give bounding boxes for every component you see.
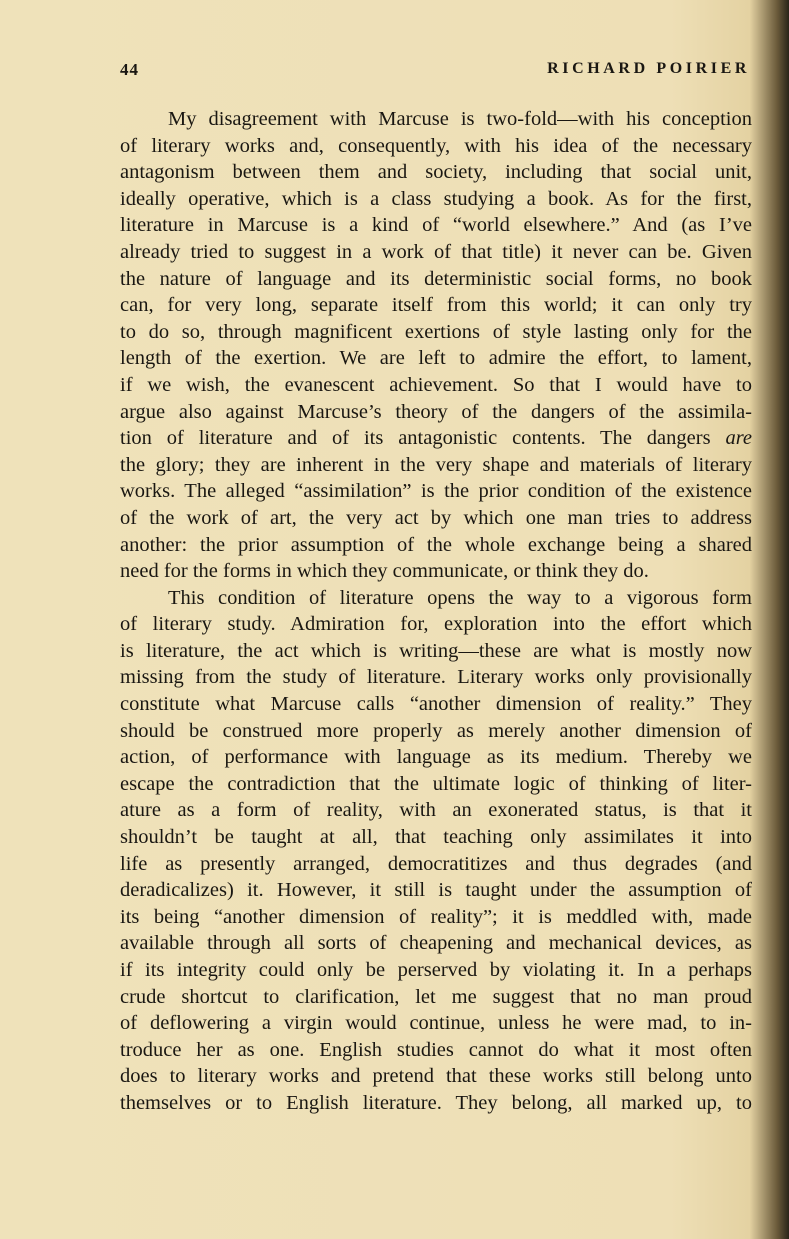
text-line: length of the exertion. We are left to admire the effort, to lament, bbox=[120, 347, 752, 370]
text-line: another: the prior assumption of the whole exchange being a shared bbox=[120, 533, 752, 556]
text-line: troduce her as one. English studies cannot do what it most often bbox=[120, 1038, 752, 1061]
text-line: action, of performance with language as its medium. Thereby we bbox=[120, 746, 752, 769]
text-line: crude shortcut to clarification, let me suggest that no man proud bbox=[120, 985, 752, 1008]
text-line: the nature of language and its deterministic social forms, no book bbox=[120, 267, 752, 290]
text-line: literature in Marcuse is a kind of “world elsewhere.” And (as I’ve bbox=[120, 214, 752, 237]
text-line: already tried to suggest in a work of that title) it never can be. Given bbox=[120, 240, 752, 263]
text-line: to do so, through magnificent exertions of style lasting only for the bbox=[120, 320, 752, 343]
text-line: ideally operative, which is a class studying a book. As for the first, bbox=[120, 187, 752, 210]
text-line: of literary works and, consequently, with his idea of the necessary bbox=[120, 134, 752, 157]
text-line: of deflowering a virgin would continue, unless he were mad, to in- bbox=[120, 1012, 752, 1035]
text-line: its being “another dimension of reality”; it is meddled with, made bbox=[120, 905, 752, 928]
text-line-with-italic bbox=[120, 425, 752, 452]
text-line: if its integrity could only be perserved by violating it. In a perhaps bbox=[120, 959, 752, 981]
body-text bbox=[120, 106, 752, 1117]
text-line: argue also against Marcuse’s theory of the dangers of the assimila- bbox=[120, 400, 752, 423]
text-line: of the work of art, the very act by which one man tries to address bbox=[120, 506, 752, 529]
text-line: can, for very long, separate itself from this world; it can only try bbox=[120, 294, 752, 317]
text-line: does to literary works and pretend that these works still belong unto bbox=[120, 1065, 752, 1088]
text-line: This condition of literature opens the way to a vigorous form bbox=[168, 586, 752, 609]
paragraph-1 bbox=[120, 106, 752, 585]
text-line: My disagreement with Marcuse is two-fold—with his conception bbox=[168, 108, 752, 130]
text-line: available through all sorts of cheapening and mechanical devices, as bbox=[120, 932, 752, 955]
italic-word: are bbox=[725, 427, 753, 450]
text-line: antagonism between them and society, including that social unit, bbox=[120, 161, 752, 184]
text-line: deradicalizes) it. However, it still is taught under the assumption of bbox=[120, 879, 752, 902]
text-line: if we wish, the evanescent achievement. So that I would have to bbox=[120, 373, 752, 396]
text-line: of literary study. Admiration for, exploration into the effort which bbox=[120, 613, 752, 636]
text-line: themselves or to English literature. They belong, all marked up, to bbox=[120, 1091, 752, 1114]
text-line: ature as a form of reality, with an exonerated status, is that it bbox=[120, 799, 752, 822]
running-head bbox=[120, 60, 750, 86]
text-line: need for the forms in which they communicate, or think they do. bbox=[120, 560, 649, 583]
text-line: works. The alleged “assimilation” is the prior condition of the existence bbox=[120, 480, 752, 503]
text-line: escape the contradiction that the ultimate logic of thinking of liter- bbox=[120, 772, 752, 795]
text-line: missing from the study of literature. Literary works only provisionally bbox=[120, 666, 752, 689]
text-line: should be construed more properly as merely another dimension of bbox=[120, 719, 752, 742]
text-line: the glory; they are inherent in the very shape and materials of literary bbox=[120, 453, 752, 476]
paragraph-2 bbox=[120, 585, 752, 1117]
text-line: life as presently arranged, democratitizes and thus degrades (and bbox=[120, 852, 752, 875]
text-line: shouldn’t be taught at all, that teaching only assimilates it into bbox=[120, 826, 752, 849]
page-number: 44 bbox=[120, 60, 139, 79]
running-title: RICHARD POIRIER bbox=[547, 60, 750, 77]
text-line: constitute what Marcuse calls “another dimension of reality.” They bbox=[120, 693, 752, 716]
text-line: is literature, the act which is writing—these are what is mostly now bbox=[120, 639, 752, 662]
text-run: tion of literature and of its antagonistic contents. The dangers bbox=[120, 427, 711, 450]
